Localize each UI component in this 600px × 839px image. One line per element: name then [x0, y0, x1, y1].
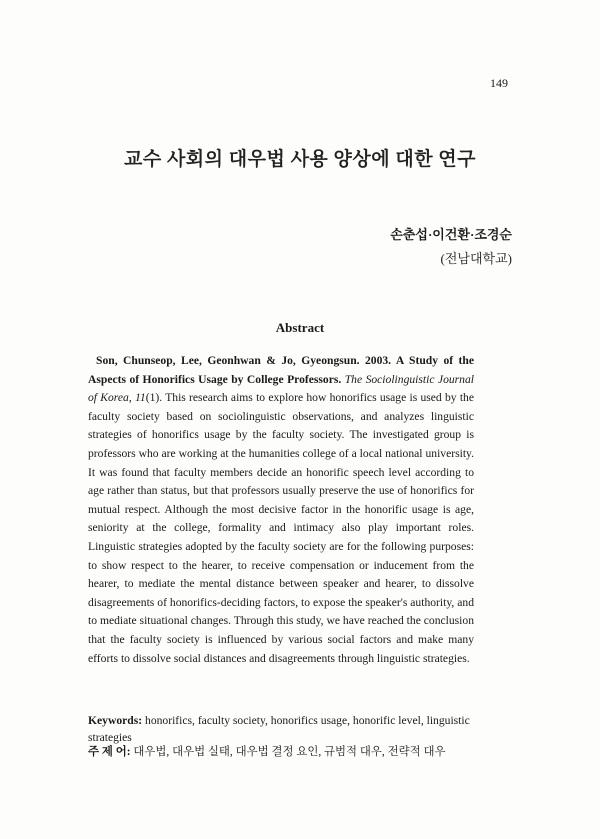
abstract-citation: Son, Chunseop, Lee, Geonhwan & Jo, Gyeongsun. 2003. A Study of the Aspects of Honorifics Usage by College Professors. [88, 354, 474, 386]
keywords-label: Keywords: [88, 714, 143, 727]
abstract-text: This research aims to explore how honorifics usage is used by the faculty society based on sociolinguistic observations, and analyzes linguistic strategies of honorifics usage by the faculty society. The investigated group is professors who are working at the humanities college of a local national university. It was found that faculty members decide an honorific speech level according to age rather than status, but that professors usually preserve the use of honorifics for mutual respect. Although the most decisive factor in the honorific usage is age, seniority at the college, formality and intimacy also play important roles. Linguistic strategies adopted by the faculty society are for the following purposes: to show respect to the hearer, to receive compensation or inducement from the hearer, to mediate the mental distance between speaker and hearer, to dissolve disagreements of honorifics-deciding factors, to expose the speaker's authority, and to mediate situational changes. Through this study, we have reached the conclusion that the faculty society is influenced by various social factors and make many efforts to dissolve social distances and disagreements through linguistic strategies. [88, 391, 474, 665]
abstract-heading: Abstract [275, 320, 325, 335]
keywords-ko-text: 대우법, 대우법 실태, 대우법 결정 요인, 규범적 대우, 전략적 대우 [133, 746, 446, 758]
author-list: 손춘섭·이건환·조경순 [390, 227, 512, 242]
keywords-ko-label: 주 제 어: [88, 746, 131, 758]
keywords-korean [88, 744, 488, 760]
page-number: 149 [490, 76, 508, 90]
keywords-text: honorifics, faculty society, honorifics usage, honorific level, linguistic strategies [88, 714, 470, 744]
abstract-journal: The Sociolinguistic Journal of Korea, 11 [88, 372, 474, 405]
abstract-body [88, 352, 474, 668]
abstract-issue: (1). [145, 391, 163, 405]
keywords-english [88, 712, 474, 746]
author-affiliation: (전남대학교) [440, 251, 512, 266]
paper-title: 교수 사회의 대우법 사용 양상에 대한 연구 [123, 149, 477, 170]
